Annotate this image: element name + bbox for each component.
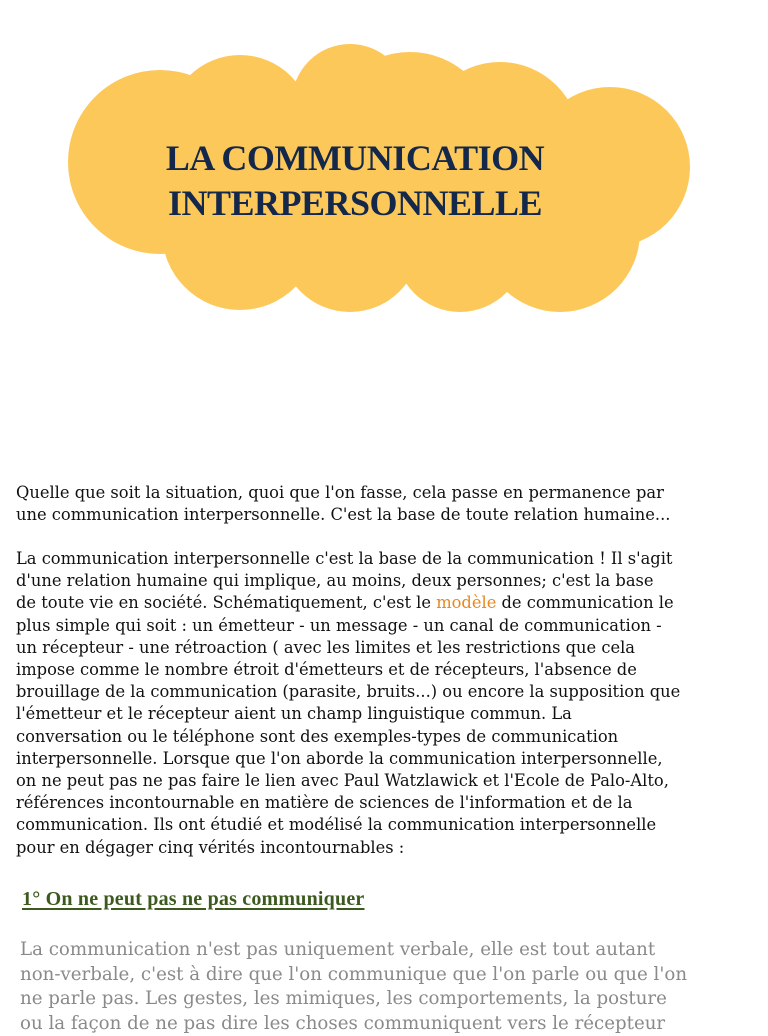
section-heading-1: 1° On ne peut pas ne pas communiquer: [22, 888, 365, 910]
main-line: [16, 592, 756, 614]
main-line: d'une relation humaine qui implique, au moins, deux personnes; c'est la base: [16, 571, 654, 591]
main-line: pour en dégager cinq vérités incontournables :: [16, 837, 405, 857]
main-paragraph: [16, 548, 756, 859]
main-line: brouillage de la communication (parasite, bruits...) ou encore la supposition que: [16, 682, 681, 702]
section-line: ou la façon de ne pas dire les choses communiquent vers le récepteur: [20, 1012, 666, 1034]
section-line: La communication n'est pas uniquement verbale, elle est tout autant: [20, 939, 656, 960]
main-line-text: de communication le: [496, 593, 674, 613]
main-line: on ne peut pas ne pas faire le lien avec Paul Watzlawick et l'Ecole de Palo-Alto,: [16, 771, 669, 791]
page-title: [70, 136, 640, 226]
title-line-2: INTERPERSONNELLE: [167, 183, 543, 223]
main-line: références incontournable en matière de sciences de l'information et de la: [16, 793, 633, 813]
section-1-paragraph: [20, 938, 760, 1036]
main-line: un récepteur - une rétroaction ( avec les limites et les restrictions que cela: [16, 637, 636, 657]
modele-link[interactable]: modèle: [436, 593, 497, 613]
intro-paragraph: [16, 482, 756, 526]
main-line-text: de toute vie en société. Schématiquement, c'est le: [16, 593, 437, 613]
main-line: conversation ou le téléphone sont des exemples-types de communication: [16, 726, 619, 746]
intro-line: une communication interpersonnelle. C'est la base de toute relation humaine...: [16, 505, 671, 525]
main-line: impose comme le nombre étroit d'émetteurs et de récepteurs, l'absence de: [16, 660, 637, 680]
main-line: interpersonnelle. Lorsque que l'on aborde la communication interpersonnelle,: [16, 748, 663, 768]
main-line: l'émetteur et le récepteur aient un champ linguistique commun. La: [16, 704, 572, 724]
main-line: plus simple qui soit : un émetteur - un message - un canal de communication -: [16, 615, 662, 635]
main-line: La communication interpersonnelle c'est la base de la communication ! Il s'agit: [16, 549, 673, 568]
title-line-1: LA COMMUNICATION: [165, 138, 545, 178]
section-line: non-verbale, c'est à dire que l'on communique que l'on parle ou que l'on: [20, 963, 688, 985]
main-line: communication. Ils ont étudié et modélisé la communication interpersonnelle: [16, 815, 657, 835]
section-line: ne parle pas. Les gestes, les mimiques, les comportements, la posture: [20, 988, 667, 1010]
intro-line: Quelle que soit la situation, quoi que l'on fasse, cela passe en permanence par: [16, 483, 664, 502]
